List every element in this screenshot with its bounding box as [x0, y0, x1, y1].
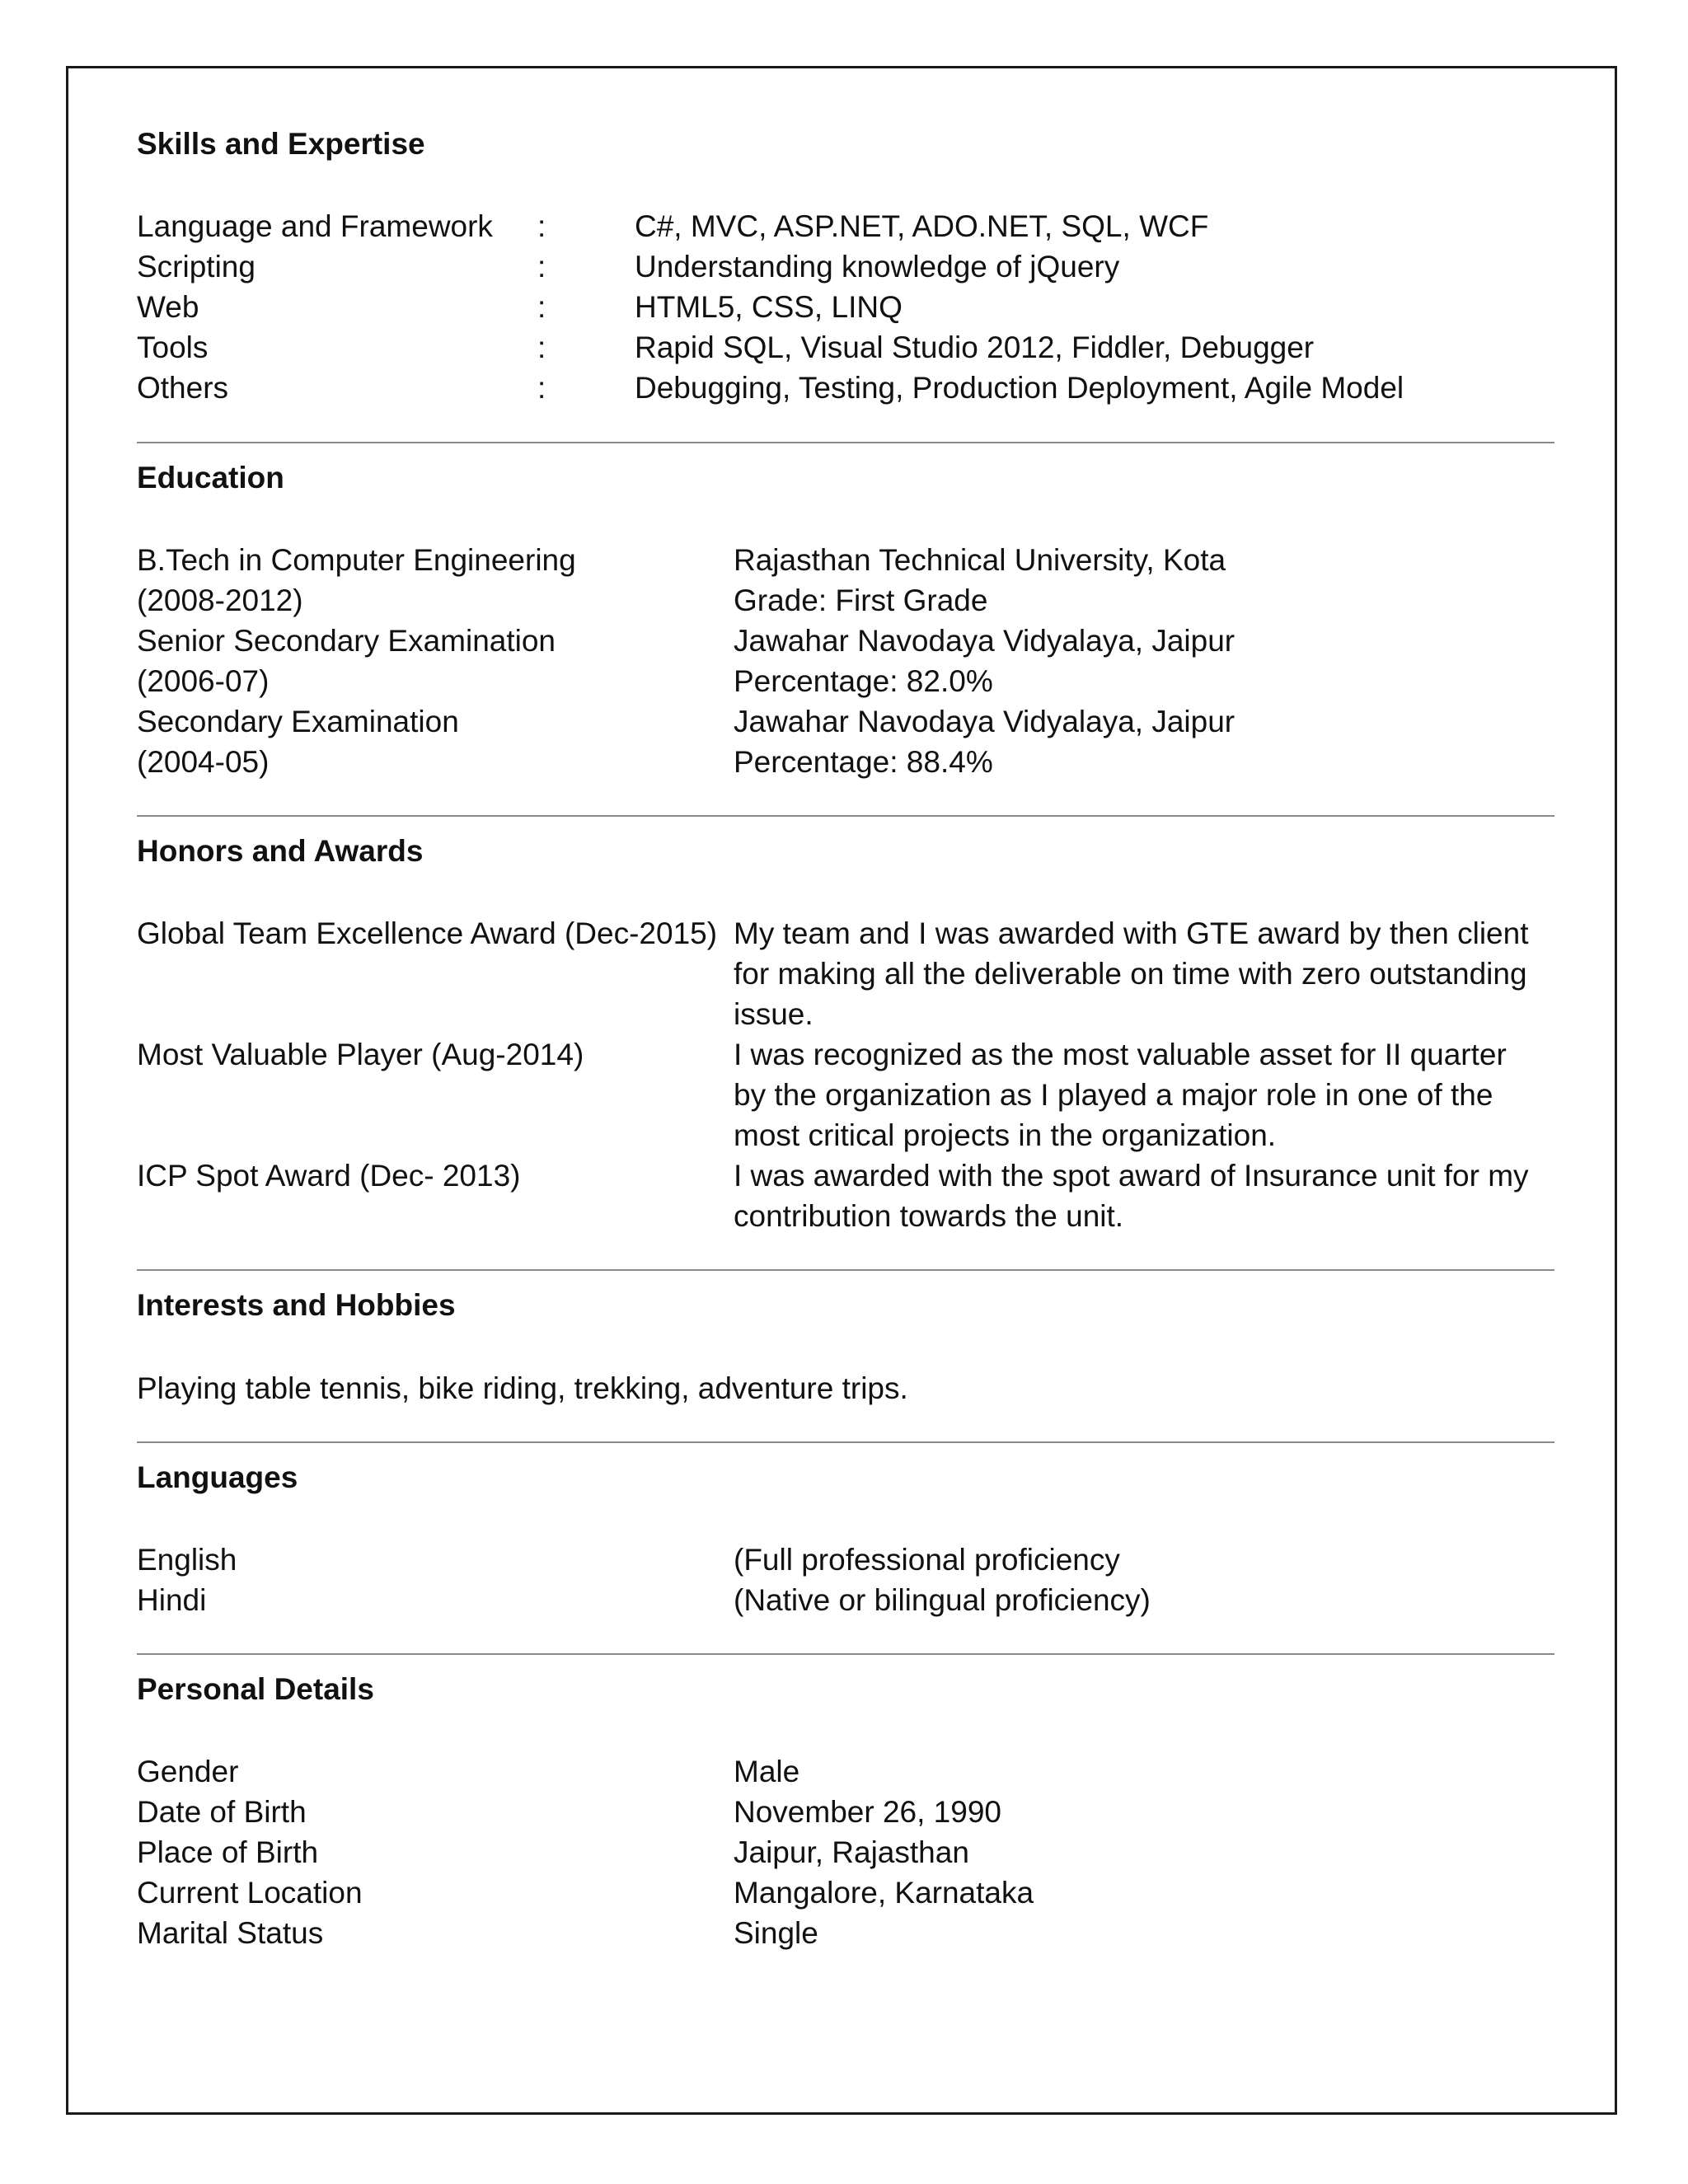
personal-row [137, 1832, 1554, 1872]
personal-label: Current Location [137, 1876, 363, 1910]
personal-value: Mangalore, Karnataka [734, 1876, 1034, 1910]
language-proficiency: (Native or bilingual proficiency) [734, 1583, 1151, 1617]
award-row [137, 1034, 1554, 1155]
education-item: Senior Secondary Examination [137, 624, 556, 658]
education-row [137, 580, 1554, 621]
personal-value: Jaipur, Rajasthan [734, 1835, 969, 1869]
languages-list [137, 1540, 1554, 1620]
skill-separator: : [537, 330, 546, 364]
skill-separator: : [537, 250, 546, 284]
language-name: English [137, 1543, 237, 1577]
skills-list [137, 206, 1554, 408]
education-detail: Rajasthan Technical University, Kota [734, 543, 1226, 577]
section-divider [137, 1653, 1554, 1655]
skill-label: Web [137, 290, 199, 324]
education-title: Education [137, 461, 284, 494]
education-row [137, 661, 1554, 701]
languages-section [137, 1457, 1554, 1620]
personal-label: Gender [137, 1755, 239, 1788]
language-row [137, 1580, 1554, 1620]
skill-row [137, 327, 1554, 368]
award-name: Global Team Excellence Award (Dec-2015) [137, 916, 718, 950]
personal-row [137, 1792, 1554, 1832]
personal-title: Personal Details [137, 1672, 374, 1706]
education-row [137, 621, 1554, 661]
skill-label: Scripting [137, 250, 256, 284]
education-section [137, 457, 1554, 782]
education-item: B.Tech in Computer Engineering [137, 543, 576, 577]
skill-row [137, 206, 1554, 246]
personal-list [137, 1751, 1554, 1953]
education-detail: Jawahar Navodaya Vidyalaya, Jaipur [734, 624, 1236, 658]
education-row [137, 540, 1554, 580]
personal-value: Single [734, 1916, 818, 1950]
personal-row [137, 1872, 1554, 1913]
personal-label: Place of Birth [137, 1835, 319, 1869]
skill-label: Language and Framework [137, 209, 493, 243]
language-proficiency: (Full professional proficiency [734, 1543, 1120, 1577]
skill-separator: : [537, 209, 546, 243]
skills-title: Skills and Expertise [137, 127, 425, 161]
education-detail: Percentage: 88.4% [734, 745, 993, 779]
award-description: My team and I was awarded with GTE award by then client for making all the deliverable on time with zero outstanding issue. [734, 916, 1529, 1031]
award-description: I was awarded with the spot award of Insurance unit for my contribution towards the unit. [734, 1159, 1529, 1233]
languages-title: Languages [137, 1460, 298, 1494]
education-detail: Grade: First Grade [734, 583, 988, 617]
personal-value: Male [734, 1755, 800, 1788]
personal-value: November 26, 1990 [734, 1795, 1001, 1829]
personal-label: Marital Status [137, 1916, 324, 1950]
personal-row [137, 1913, 1554, 1953]
skill-value: HTML5, CSS, LINQ [635, 290, 903, 324]
skill-row [137, 246, 1554, 287]
skill-row [137, 368, 1554, 408]
personal-section [137, 1669, 1554, 1953]
award-name: ICP Spot Award (Dec- 2013) [137, 1159, 521, 1193]
skill-row [137, 287, 1554, 327]
education-row [137, 742, 1554, 782]
award-row [137, 913, 1554, 1034]
awards-list [137, 913, 1554, 1236]
education-item: (2004-05) [137, 745, 270, 779]
awards-title: Honors and Awards [137, 834, 424, 868]
personal-label: Date of Birth [137, 1795, 307, 1829]
language-row [137, 1540, 1554, 1580]
education-detail: Percentage: 82.0% [734, 664, 993, 698]
award-row [137, 1155, 1554, 1236]
skill-value: C#, MVC, ASP.NET, ADO.NET, SQL, WCF [635, 209, 1209, 243]
award-description: I was recognized as the most valuable asset for II quarter by the organization as I played a major role in one of the most critical projects in the organization. [734, 1038, 1507, 1152]
education-list [137, 540, 1554, 782]
language-name: Hindi [137, 1583, 207, 1617]
section-divider [137, 815, 1554, 817]
resume-content [137, 124, 1554, 1953]
education-item: (2006-07) [137, 664, 270, 698]
skill-label: Tools [137, 330, 209, 364]
interests-text: Playing table tennis, bike riding, trekking, adventure trips. [137, 1371, 908, 1405]
section-divider [137, 1441, 1554, 1443]
interests-section [137, 1285, 1554, 1408]
award-name: Most Valuable Player (Aug-2014) [137, 1038, 584, 1071]
skill-value: Understanding knowledge of jQuery [635, 250, 1120, 284]
education-detail: Jawahar Navodaya Vidyalaya, Jaipur [734, 705, 1236, 738]
personal-row [137, 1751, 1554, 1792]
skills-section [137, 124, 1554, 408]
skill-separator: : [537, 290, 546, 324]
interests-title: Interests and Hobbies [137, 1288, 456, 1322]
education-row [137, 701, 1554, 742]
skill-separator: : [537, 371, 546, 405]
education-item: (2008-2012) [137, 583, 303, 617]
skill-label: Others [137, 371, 229, 405]
education-item: Secondary Examination [137, 705, 459, 738]
skill-value: Debugging, Testing, Production Deployment, Agile Model [635, 371, 1404, 405]
section-divider [137, 442, 1554, 443]
skill-value: Rapid SQL, Visual Studio 2012, Fiddler, Debugger [635, 330, 1315, 364]
awards-section [137, 831, 1554, 1236]
section-divider [137, 1269, 1554, 1271]
